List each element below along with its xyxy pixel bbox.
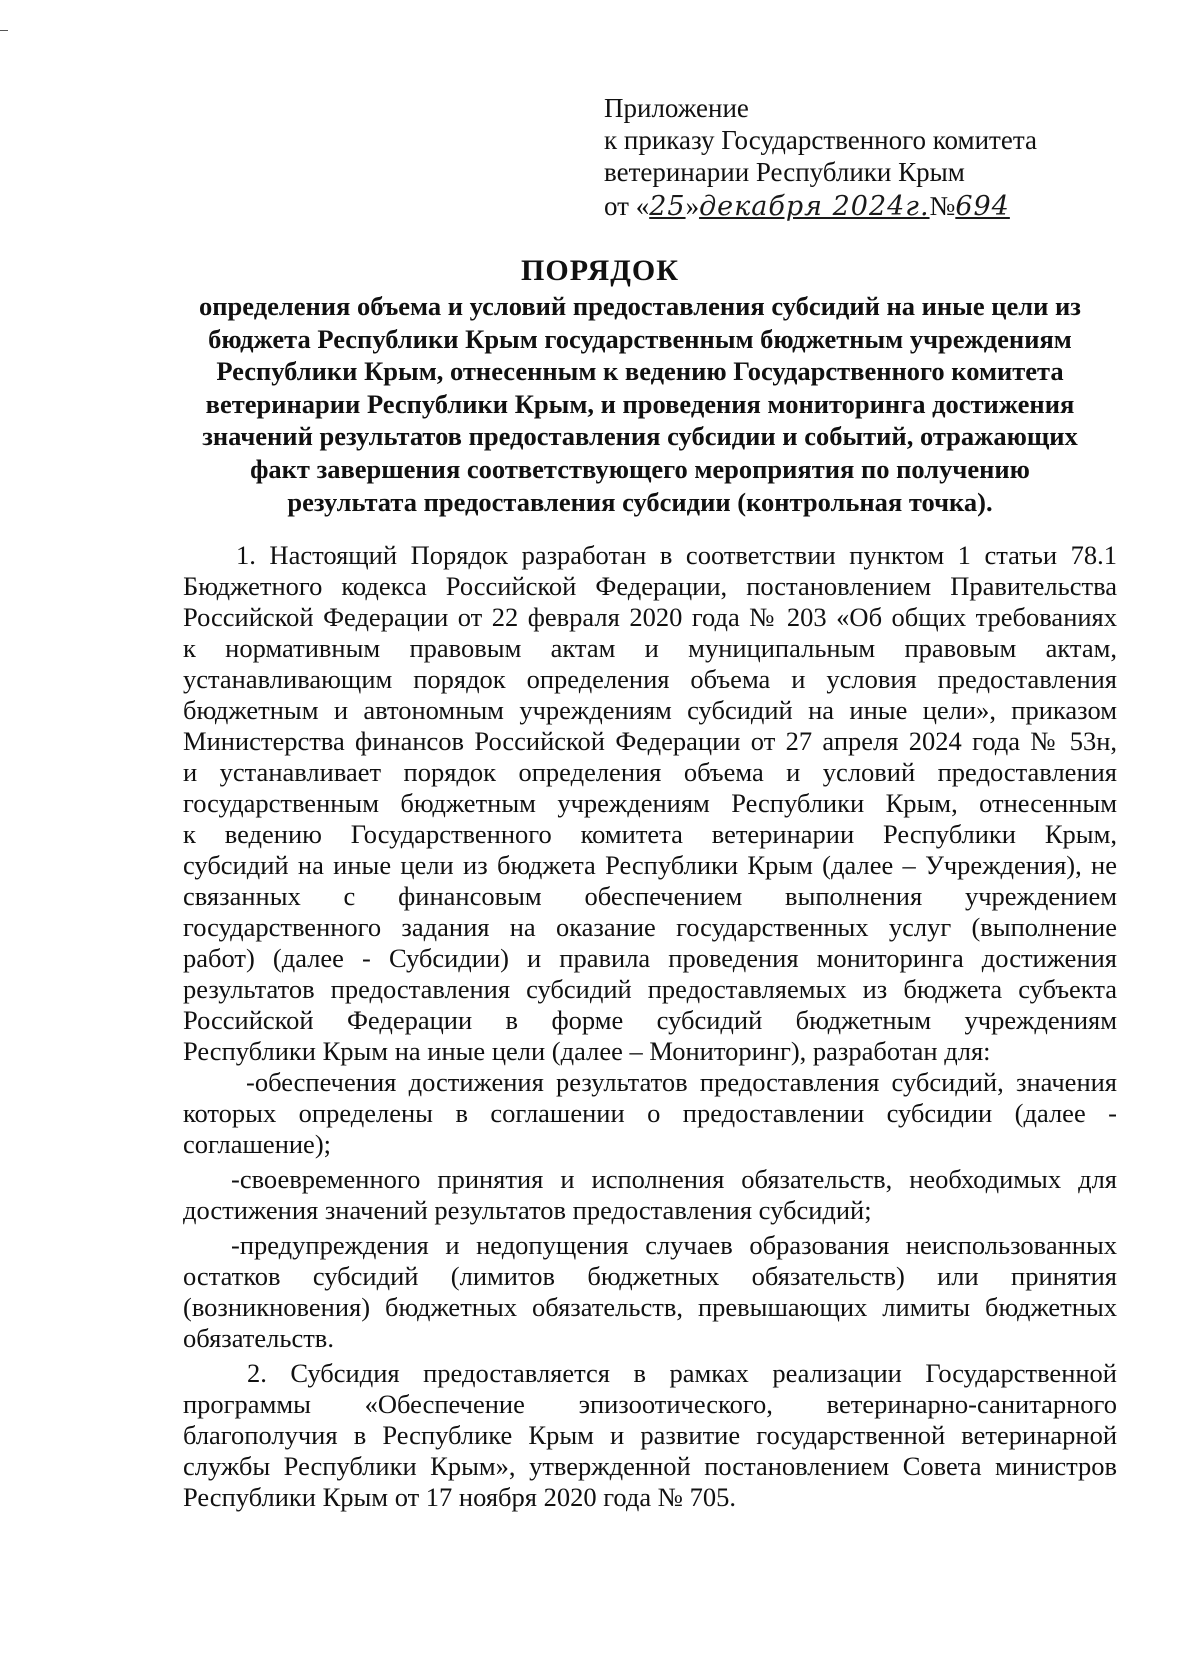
paragraph-line: субсидий на иные цели из бюджета Республики Крым (далее – Учреждения), не	[183, 850, 1117, 880]
appendix-order-ref: к приказу Государственного комитета	[604, 125, 1037, 155]
paragraph-line: Республики Крым от 17 ноября 2020 года № 705.	[183, 1482, 737, 1512]
paragraph-line: и устанавливает порядок определения объема и условий предоставления	[183, 757, 1117, 787]
date-day-handwritten: 25	[649, 191, 686, 222]
paragraph-line: службы Республики Крым», утвержденной постановлением Совета министров	[183, 1451, 1117, 1481]
paragraph-line: бюджетным и автономным учреждениям субсидий на иные цели», приказом	[183, 695, 1117, 725]
paragraph-line: 2. Субсидия предоставляется в рамках реализации Государственной	[247, 1358, 1117, 1388]
date-prefix: от «	[604, 191, 650, 221]
paragraph-line: государственным бюджетным учреждениям Республики Крым, отнесенным	[183, 788, 1117, 818]
paragraph-line: устанавливающим порядок определения объема и условия предоставления	[183, 664, 1117, 694]
bullet-line: -обеспечения достижения результатов предоставления субсидий, значения	[246, 1067, 1117, 1097]
appendix-committee: ветеринарии Республики Крым	[604, 157, 965, 187]
subtitle-line: определения объема и условий предоставления субсидий на иные цели из	[199, 291, 1081, 321]
date-mid: »	[685, 191, 700, 221]
document-title: ПОРЯДОК	[521, 254, 679, 287]
bullet-1	[183, 1067, 1117, 1160]
subtitle-line: Республики Крым, отнесенным к ведению Государственного комитета	[216, 356, 1064, 387]
paragraph-line: Министерства финансов Российской Федерации от 27 апреля 2024 года № 53н,	[183, 726, 1117, 756]
bullet-line: (возникновения) бюджетных обязательств, превышающих лимиты бюджетных	[183, 1292, 1117, 1322]
scan-mark	[0, 30, 8, 31]
paragraph-line: к нормативным правовым актам и муниципальным правовым актам,	[183, 633, 1117, 663]
paragraph-line: Российской Федерации от 22 февраля 2020 года № 203 «Об общих требованиях	[183, 602, 1117, 632]
subtitle-line: бюджета Республики Крым государственным бюджетным учреждениям	[208, 323, 1072, 354]
paragraph-line: 1. Настоящий Порядок разработан в соответствии пунктом 1 статьи 78.1	[236, 540, 1117, 570]
subtitle-line: ветеринарии Республики Крым, и проведения мониторинга достижения	[205, 388, 1075, 419]
bullet-line: которых определены в соглашении о предоставлении субсидии (далее -	[183, 1098, 1117, 1128]
subtitle-line: факт завершения соответствующего мероприятия по получению	[250, 453, 1030, 484]
paragraph-2	[183, 1358, 1117, 1513]
paragraph-1	[183, 540, 1117, 1067]
date-month-year-handwritten: декабря 2024г.	[699, 191, 930, 222]
bullet-line: -своевременного принятия и исполнения обязательств, необходимых для	[231, 1164, 1117, 1194]
paragraph-line: Республики Крым на иные цели (далее – Мониторинг), разработан для:	[183, 1036, 991, 1066]
bullet-line: остатков субсидий (лимитов бюджетных обязательств) или принятия	[183, 1261, 1117, 1291]
document-body	[183, 540, 1117, 1513]
number-label: №	[929, 191, 956, 221]
paragraph-line: Бюджетного кодекса Российской Федерации, постановлением Правительства	[183, 571, 1117, 601]
bullet-line: -предупреждения и недопущения случаев образования неиспользованных	[231, 1230, 1117, 1260]
paragraph-line: Российской Федерации в форме субсидий бюджетным учреждениям	[183, 1005, 1117, 1035]
paragraph-line: результатов предоставления субсидий предоставляемых из бюджета субъекта	[183, 974, 1117, 1004]
document-subtitle	[160, 290, 1120, 518]
appendix-label: Приложение	[604, 93, 749, 123]
order-number-handwritten: 694	[955, 191, 1010, 222]
paragraph-line: работ) (далее - Субсидии) и правила проведения мониторинга достижения	[183, 943, 1117, 973]
appendix-date-line	[604, 190, 1037, 223]
bullet-2	[183, 1164, 1117, 1226]
bullet-3	[183, 1230, 1117, 1354]
appendix-header	[604, 92, 1037, 223]
bullet-line: достижения значений результатов предоставления субсидий;	[183, 1195, 872, 1225]
paragraph-line: связанных с финансовым обеспечением выполнения учреждением	[183, 881, 1117, 911]
bullet-line: обязательств.	[183, 1323, 334, 1353]
paragraph-line: государственного задания на оказание государственных услуг (выполнение	[183, 912, 1117, 942]
paragraph-line: к ведению Государственного комитета ветеринарии Республики Крым,	[183, 819, 1117, 849]
paragraph-line: программы «Обеспечение эпизоотического, ветеринарно-санитарного	[183, 1389, 1117, 1419]
paragraph-line: благополучия в Республике Крым и развитие государственной ветеринарной	[183, 1420, 1117, 1450]
subtitle-line: результата предоставления субсидии (контрольная точка).	[287, 486, 993, 517]
subtitle-line: значений результатов предоставления субсидии и событий, отражающих	[202, 421, 1078, 452]
bullet-line: соглашение);	[183, 1129, 332, 1159]
